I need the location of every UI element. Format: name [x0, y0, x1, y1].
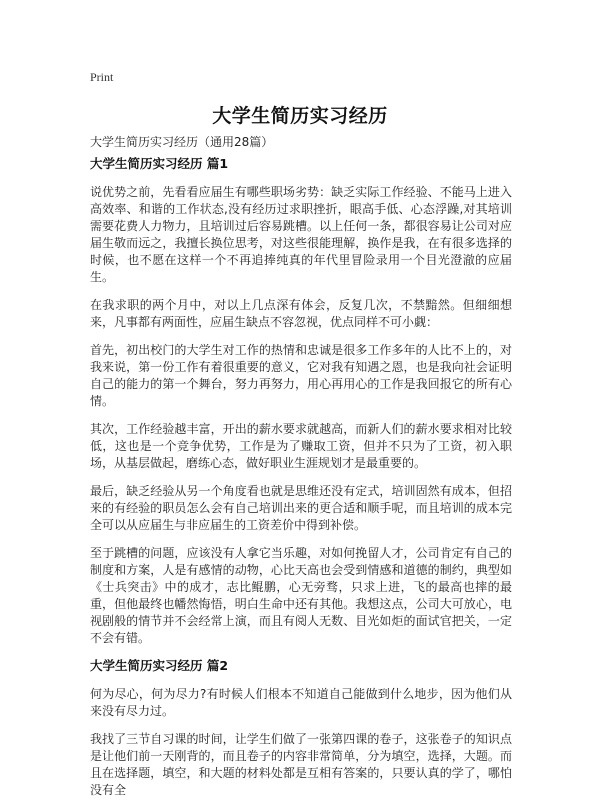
- paragraph: 最后，缺乏经验从另一个角度看也就是思维还没有定式，培训固然有成本，但招来的有经验的职员怎么会有自己培训出来的更合适和顺手呢，而且培训的成本完全可以从应届生与非应届生的工资差价中得到补偿。: [90, 484, 512, 532]
- paragraph: 说优势之前，先看看应届生有哪些职场劣势：缺乏实际工作经验、不能马上进入高效率、和谐的工作状态,没有经历过求职挫折，眼高手低、心态浮躁,对其培训需要花费人力物力，且培训过后容易跳槽。以上任何一条，都很容易让公司对应届生敬而远之，我擅长换位思考，对这些很能理解，换作是我，在有很多选择的时候，也不愿在这样一个不再追捧纯真的年代里冒险录用一个目光澄澈的应届生。: [90, 185, 512, 284]
- paragraph: 我找了三节自习课的时间，让学生们做了一张第四课的卷子，这张卷子的知识点是让他们前一天刚背的，而且卷子的内容非常简单，分为填空，选择，大题。而且在选择题，填空，和大题的材料处都是互相有答案的，只要认真的学了，哪怕没有全: [90, 732, 512, 797]
- document-subtitle: 大学生简历实习经历（通用28篇）: [90, 135, 274, 149]
- page-title: 大学生简历实习经历: [212, 105, 388, 127]
- paragraph: 在我求职的两个月中，对以上几点深有体会，反复几次，不禁黯然。但细细想来，凡事都有两面性，应届生缺点不容忽视，优点同样不可小觑：: [90, 298, 512, 329]
- print-link[interactable]: Print: [90, 70, 114, 84]
- section-1: [90, 156, 512, 647]
- paragraph: 首先，初出校门的大学生对工作的热情和忠诚是很多工作多年的人比不上的，对我来说，第一份工作有着很重要的意义，它对我有知遇之恩，也是我向社会证明自己的能力的第一个舞台，努力再努力，用心再用心的工作是我回报它的所有心情。: [90, 343, 512, 408]
- section-heading: 大学生简历实习经历 篇2: [90, 658, 229, 673]
- section-heading: 大学生简历实习经历 篇1: [90, 156, 229, 171]
- section-2: [90, 658, 512, 799]
- paragraph: 何为尽心，何为尽力?有时候人们根本不知道自己能做到什么地步，因为他们从来没有尽力过。: [90, 687, 512, 718]
- paragraph: 至于跳槽的问题，应该没有人拿它当乐趣，对如何挽留人才，公司肯定有自己的制度和方案，人是有感情的动物，心比天高也会受到情感和道德的制约，典型如《士兵突击》中的成才，志比鲲鹏，心无旁骛，只求上进，飞的最高也摔的最重，但他最终也幡然悔悟，明白生命中还有其他。我想这点，公司大可放心，电视剧般的情节并不会经常上演，而且有阅人无数、目光如炬的面试官把关，一定不会有错。: [90, 546, 512, 645]
- document-body: [90, 156, 512, 810]
- paragraph: 其次，工作经验越丰富，开出的薪水要求就越高，而新人们的薪水要求相对比较低，这也是一个竞争优势，工作是为了赚取工资，但并不只为了工资，初入职场，从基层做起，磨练心态，做好职业生涯规划才是最重要的。: [90, 422, 512, 470]
